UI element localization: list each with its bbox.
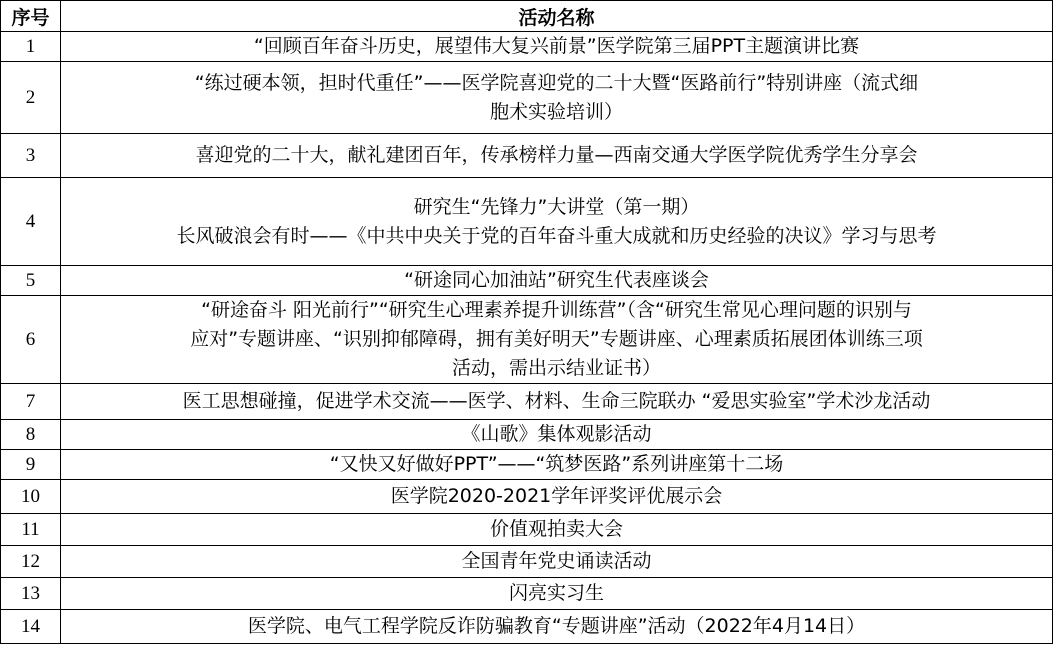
activity-name — [61, 610, 1053, 644]
activity-name-line: “又快又好做好PPT”——“筑梦医路”系列讲座第十二场 — [329, 453, 784, 475]
activity-name — [61, 514, 1053, 546]
activity-name-line: “练过硬本领，担时代重任”——医学院喜迎党的二十大暨“医路前行”特别讲座（流式细 — [194, 71, 919, 94]
table-row — [1, 450, 1053, 480]
activity-name-line: 价值观拍卖大会 — [489, 518, 623, 540]
table-row — [1, 514, 1053, 546]
row-number: 4 — [1, 178, 61, 266]
table-row — [1, 578, 1053, 610]
table-row — [1, 62, 1053, 134]
row-number: 14 — [1, 610, 61, 644]
activity-name — [61, 178, 1053, 266]
row-number: 3 — [1, 134, 61, 178]
activity-name — [61, 62, 1053, 134]
table-row — [1, 384, 1053, 420]
activity-name-line: 闪亮实习生 — [508, 582, 604, 604]
activity-name — [61, 450, 1053, 480]
row-number: 10 — [1, 480, 61, 514]
table-row — [1, 266, 1053, 296]
activity-name-line: 喜迎党的二十大，献礼建团百年，传承榜样力量—西南交通大学医学院优秀学生分享会 — [195, 144, 918, 166]
row-number: 1 — [1, 32, 61, 62]
activity-name — [61, 296, 1053, 384]
header-row — [1, 1, 1053, 32]
row-number: 2 — [1, 62, 61, 134]
activity-name — [61, 384, 1053, 420]
table-row — [1, 420, 1053, 450]
table-row — [1, 546, 1053, 578]
row-number: 13 — [1, 578, 61, 610]
activity-name-line: 全国青年党史诵读活动 — [461, 550, 652, 572]
row-number: 6 — [1, 296, 61, 384]
table-row — [1, 480, 1053, 514]
activity-name-line: “回顾百年奋斗历史，展望伟大复兴前景”医学院第三届PPT主题演讲比赛 — [253, 35, 860, 57]
row-number: 12 — [1, 546, 61, 578]
activity-name-line: 医学院、电气工程学院反诈防骗教育“专题讲座”活动（2022年4月14日） — [247, 615, 866, 637]
activity-name-line: 应对”专题讲座、“识别抑郁障碍，拥有美好明天”专题讲座、心理素质拓展团体训练三项 — [190, 328, 923, 350]
activity-name — [61, 134, 1053, 178]
row-number: 9 — [1, 450, 61, 480]
activity-name — [61, 546, 1053, 578]
activity-name-line: 医工思想碰撞，促进学术交流——医学、材料、生命三院联办 “爱思实验室”学术沙龙活动 — [182, 390, 931, 412]
activity-name-line: 《山歌》集体观影活动 — [461, 423, 652, 445]
table-row — [1, 296, 1053, 384]
table-row — [1, 610, 1053, 644]
activity-name — [61, 480, 1053, 514]
row-number: 7 — [1, 384, 61, 420]
activity-name — [61, 32, 1053, 62]
activity-name — [61, 420, 1053, 450]
activity-name-line: “研途奋斗 阳光前行”“研究生心理素养提升训练营”（含“研究生常见心理问题的识别与 — [201, 299, 912, 321]
activity-name — [61, 578, 1053, 610]
row-number: 5 — [1, 266, 61, 296]
table-row — [1, 32, 1053, 62]
header-name: 活动名称 — [61, 1, 1053, 32]
row-number: 11 — [1, 514, 61, 546]
activity-name-line: 长风破浪会有时——《中共中央关于党的百年奋斗重大成就和历史经验的决议》学习与思考 — [176, 224, 937, 247]
activity-name-line: 活动，需出示结业证书） — [451, 357, 661, 379]
row-number: 8 — [1, 420, 61, 450]
activity-name — [61, 266, 1053, 296]
header-num: 序号 — [1, 1, 61, 32]
activity-name-line: “研途同心加油站”研究生代表座谈会 — [404, 269, 709, 291]
table-row — [1, 178, 1053, 266]
activity-name-line: 研究生“先锋力”大讲堂（第一期） — [413, 195, 700, 218]
table-row — [1, 134, 1053, 178]
activity-name-line: 医学院2020-2021学年评奖评优展示会 — [390, 485, 723, 507]
activity-name-line: 胞术实验培训） — [489, 100, 623, 123]
